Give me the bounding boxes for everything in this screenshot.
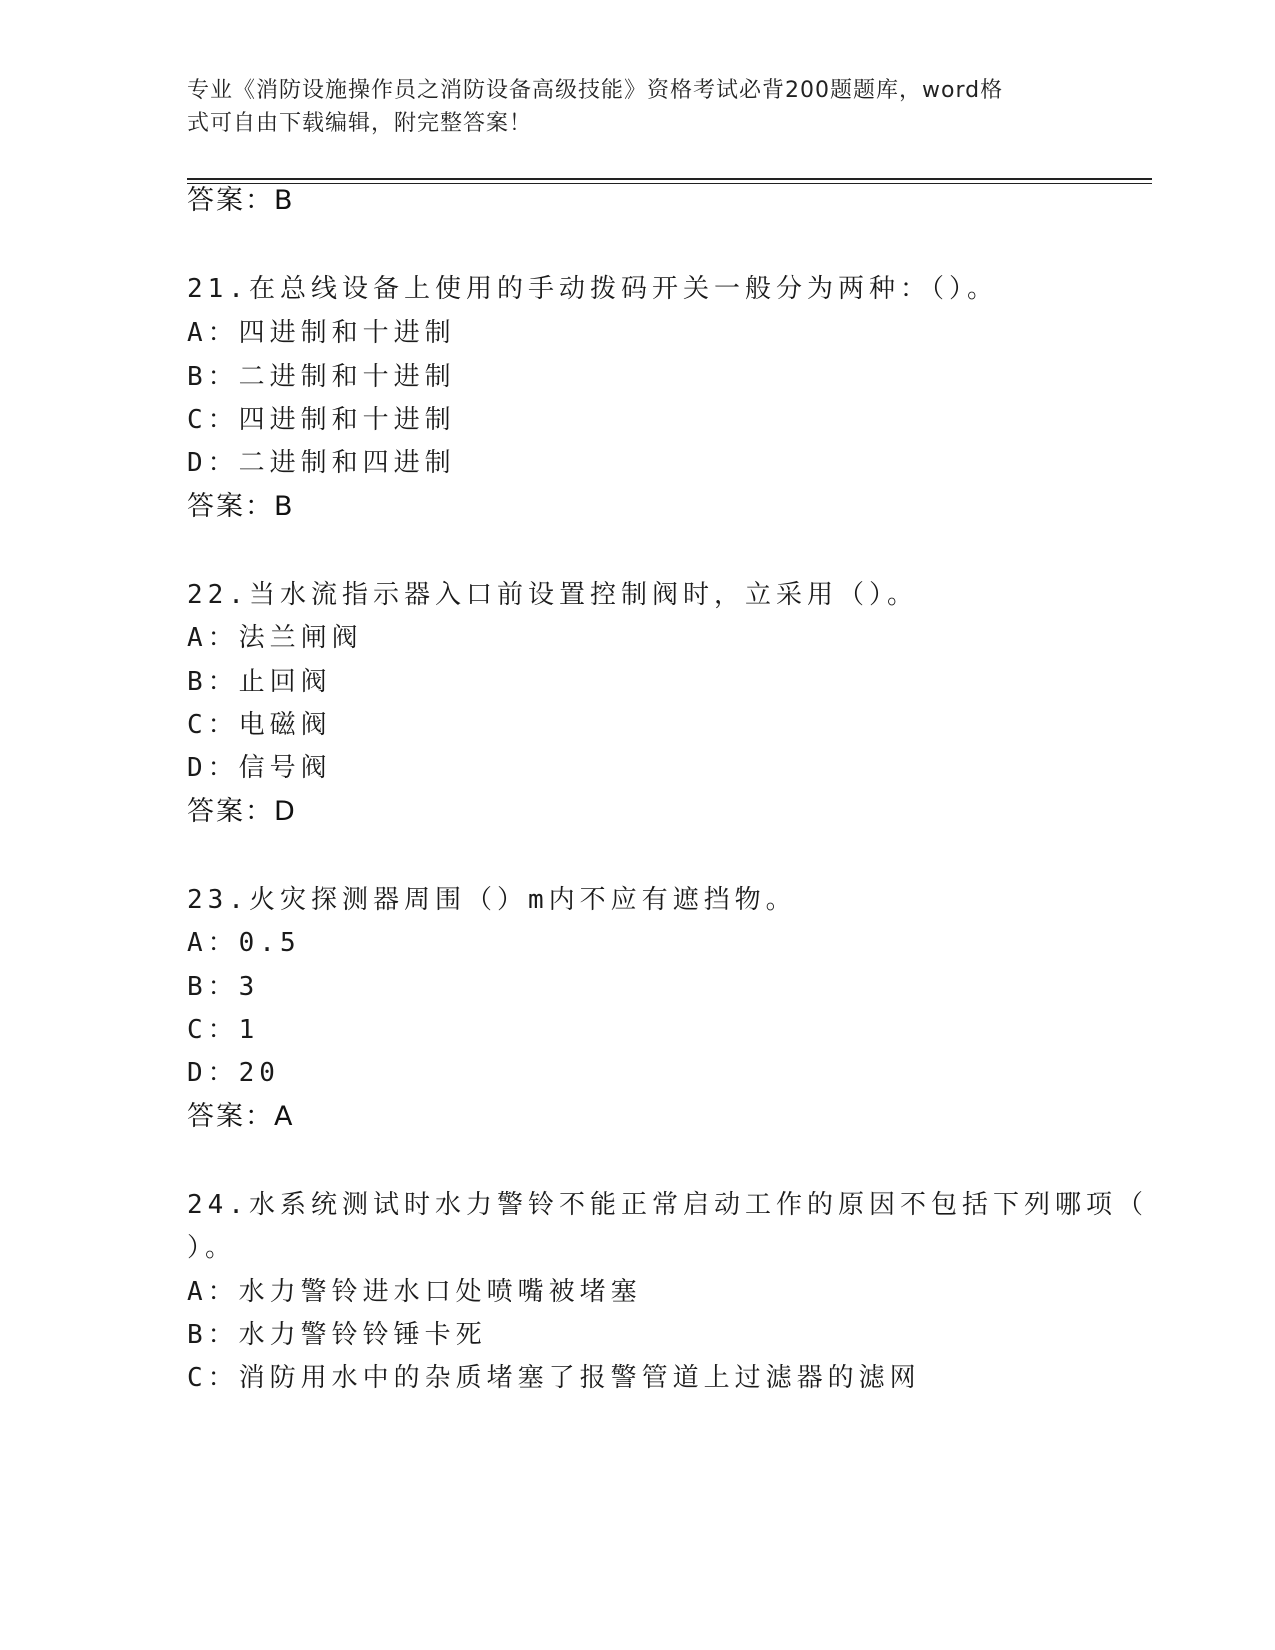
question-21: 21.在总线设备上使用的手动拨码开关一般分为两种：（）。 bbox=[187, 274, 998, 304]
header-line-2: 式可自由下载编辑，附完整答案！ bbox=[187, 111, 533, 136]
question-23-option-c: C：1 bbox=[187, 1015, 260, 1045]
question-24-option-a: A：水力警铃进水口处喷嘴被堵塞 bbox=[187, 1277, 642, 1307]
question-24: 24.水系统测试时水力警铃不能正常启动工作的原因不包括下列哪项（ bbox=[187, 1190, 1148, 1220]
question-22: 22.当水流指示器入口前设置控制阀时，立采用（）。 bbox=[187, 580, 918, 610]
question-23-option-d: D：20 bbox=[187, 1058, 280, 1088]
question-21-option-d: D：二进制和四进制 bbox=[187, 448, 456, 478]
header-divider bbox=[187, 178, 1152, 180]
answer-23: 答案：A bbox=[187, 1101, 295, 1132]
question-22-option-d: D：信号阀 bbox=[187, 753, 332, 783]
answer-21: 答案：B bbox=[187, 491, 295, 522]
question-21-option-c: C：四进制和十进制 bbox=[187, 405, 456, 435]
question-23-option-a: A：0.5 bbox=[187, 928, 301, 958]
question-22-option-b: B：止回阀 bbox=[187, 667, 332, 697]
document-header bbox=[187, 74, 1067, 140]
question-21-option-a: A：四进制和十进制 bbox=[187, 318, 456, 348]
question-24-option-c: C：消防用水中的杂质堵塞了报警管道上过滤器的滤网 bbox=[187, 1363, 921, 1393]
answer-20: 答案：B bbox=[187, 185, 295, 216]
question-23-option-b: B：3 bbox=[187, 972, 260, 1002]
answer-22: 答案：D bbox=[187, 796, 297, 827]
question-21-option-b: B：二进制和十进制 bbox=[187, 362, 456, 392]
question-22-option-a: A：法兰闸阀 bbox=[187, 623, 363, 653]
question-24-continuation: ）。 bbox=[187, 1233, 237, 1263]
header-line-1: 专业《消防设施操作员之消防设备高级技能》资格考试必背200题题库，word格 bbox=[187, 78, 1004, 103]
question-23: 23.火灾探测器周围（）m内不应有遮挡物。 bbox=[187, 885, 797, 915]
header-divider-thin bbox=[187, 183, 1152, 184]
question-24-option-b: B：水力警铃铃锤卡死 bbox=[187, 1320, 487, 1350]
question-22-option-c: C：电磁阀 bbox=[187, 710, 332, 740]
